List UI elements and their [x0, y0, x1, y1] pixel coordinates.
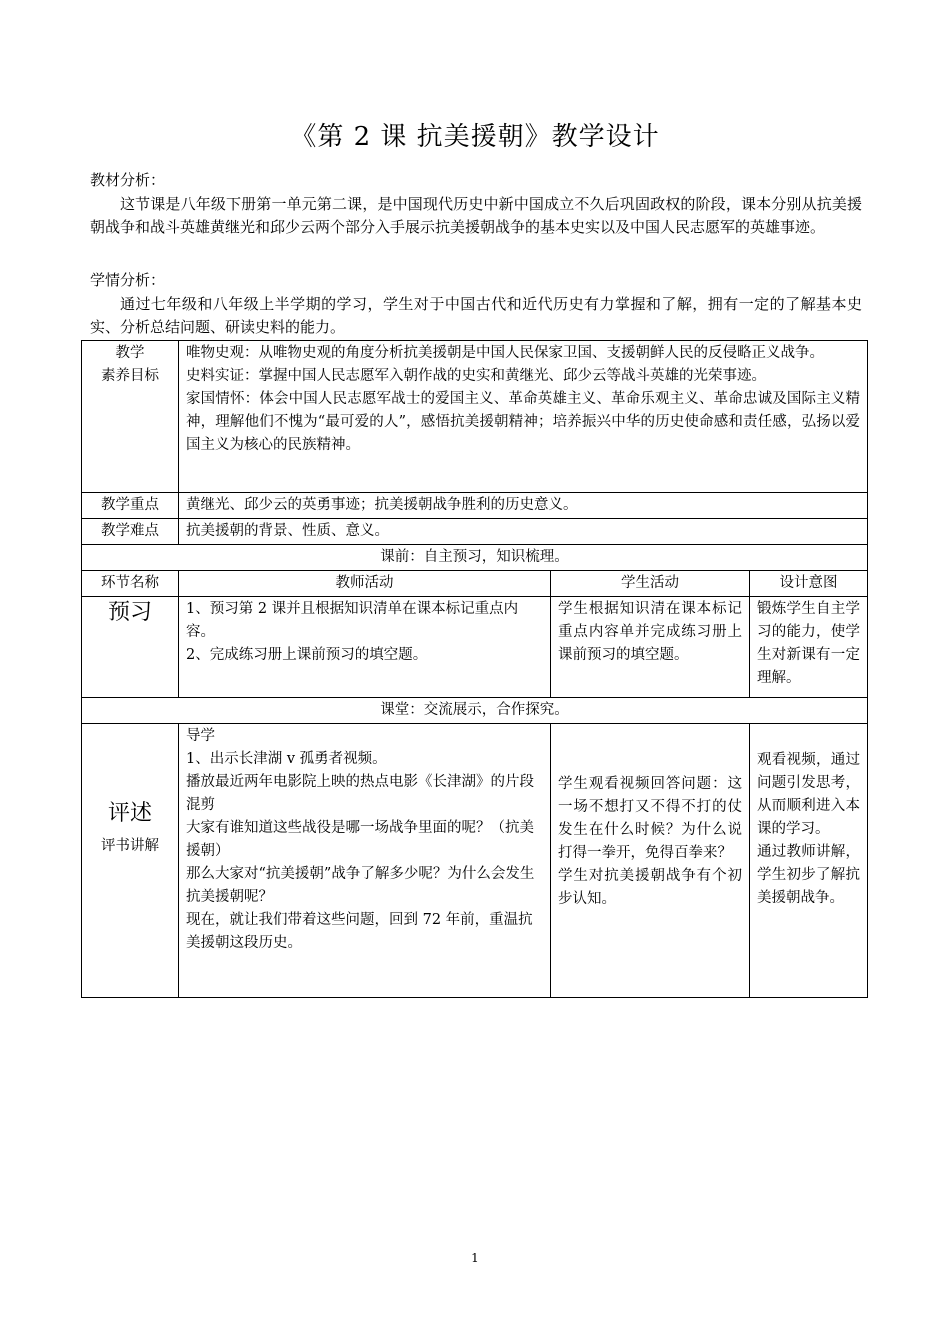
- review-intent-line-1: 观看视频，通过问题引发思考，从而顺利进入本课的学习。: [757, 752, 861, 837]
- preview-teacher-line-2: 2、完成练习册上课前预习的填空题。: [186, 647, 428, 663]
- review-intent-line-2: 通过教师讲解，学生初步了解抗美援朝战争。: [757, 844, 861, 906]
- header-student: 学生活动: [551, 571, 750, 597]
- student-analysis-label: 学情分析：: [90, 271, 166, 289]
- header-row: [82, 571, 868, 597]
- lesson-plan-table: [81, 340, 868, 998]
- preview-student: 学生根据知识清在课本标记重点内容单并完成练习册上课前预习的填空题。: [551, 597, 750, 698]
- header-intent: 设计意图: [750, 571, 868, 597]
- review-teacher-line-3: 播放最近两年电影院上映的热点电影《长津湖》的片段混剪: [186, 774, 534, 813]
- goals-label-line-1: 教学: [115, 345, 145, 361]
- key-points-row: [82, 493, 868, 519]
- goals-label-line-2: 素养目标: [101, 368, 159, 384]
- in-class-heading: 课堂：交流展示，合作探究。: [82, 698, 868, 724]
- preview-row: [82, 597, 868, 698]
- difficulty-row: [82, 519, 868, 545]
- header-stage: 环节名称: [82, 571, 179, 597]
- goal-patriotism: 家国情怀：体会中国人民志愿军战士的爱国主义、革命英雄主义、革命乐观主义、革命忠诚及国际主义精神，理解他们不愧为“最可爱的人”，感悟抗美援朝精神；培养振兴中华的历史使命感和责任感，弘扬以爱国主义为核心的民族精神。: [186, 391, 861, 453]
- page-number: 1: [471, 1251, 479, 1265]
- review-stage: [82, 724, 179, 998]
- review-student-line-1: 学生观看视频回答问题：这一场不想打又不得不打的仗发生在什么时候？为什么说打得一拳开，免得百拳来？: [558, 776, 742, 861]
- student-analysis-text: 通过七年级和八年级上半学期的学习，学生对于中国古代和近代历史有力掌握和了解，拥有一定的了解基本史实、分析总结问题、研读史料的能力。: [90, 295, 862, 336]
- pre-class-row: [82, 545, 868, 571]
- page-title: 《第 2 课 抗美援朝》教学设计: [290, 122, 660, 152]
- in-class-row: [82, 698, 868, 724]
- pre-class-heading: 课前：自主预习，知识梳理。: [82, 545, 868, 571]
- preview-teacher-line-1: 1、预习第 2 课并且根据知识清单在课本标记重点内容。: [186, 601, 519, 640]
- key-points-content: 黄继光、邱少云的英勇事迹；抗美援朝战争胜利的历史意义。: [179, 493, 868, 519]
- header-teacher: 教师活动: [179, 571, 551, 597]
- review-student: [551, 724, 750, 998]
- goal-materialism: 唯物史观：从唯物史观的角度分析抗美援朝是中国人民保家卫国、支援朝鲜人民的反侵略正义战争。: [186, 345, 824, 361]
- review-teacher-line-4: 大家有谁知道这些战役是哪一场战争里面的呢？（抗美援朝）: [186, 820, 534, 859]
- preview-stage: [82, 597, 179, 698]
- goals-label: [82, 341, 179, 493]
- goals-row: [82, 341, 868, 493]
- goal-evidence: 史料实证：掌握中国人民志愿军入朝作战的史实和黄继光、邱少云等战斗英雄的光荣事迹。: [186, 368, 766, 384]
- review-student-line-2: 学生对抗美援朝战争有个初步认知。: [558, 868, 742, 907]
- review-stage-sub: 评书讲解: [101, 838, 159, 854]
- review-teacher-line-1: 导学: [186, 728, 215, 744]
- difficulty-content: 抗美援朝的背景、性质、意义。: [179, 519, 868, 545]
- review-teacher: [179, 724, 551, 998]
- difficulty-label: 教学难点: [82, 519, 179, 545]
- review-intent: [750, 724, 868, 998]
- review-teacher-line-5: 那么大家对“抗美援朝”战争了解多少呢？为什么会发生抗美援朝呢？: [186, 866, 535, 905]
- material-analysis-label: 教材分析：: [90, 171, 166, 189]
- preview-intent: 锻炼学生自主学习的能力，使学生对新课有一定理解。: [750, 597, 868, 698]
- preview-stage-label: 预习: [107, 600, 152, 625]
- review-stage-label: 评述: [107, 801, 152, 826]
- review-row: [82, 724, 868, 998]
- key-points-label: 教学重点: [82, 493, 179, 519]
- review-teacher-line-2: 1、出示长津湖 v 孤勇者视频。: [186, 751, 387, 767]
- material-analysis-text: 这节课是八年级下册第一单元第二课，是中国现代历史中新中国成立不久后巩固政权的阶段，课本分别从抗美援朝战争和战斗英雄黄继光和邱少云两个部分入手展示抗美援朝战争的基本史实以及中国人民志愿军的英雄事迹。: [90, 195, 862, 236]
- review-teacher-line-6: 现在，就让我们带着这些问题，回到 72 年前，重温抗美援朝这段历史。: [186, 912, 533, 951]
- goals-content: [179, 341, 868, 493]
- preview-teacher: [179, 597, 551, 698]
